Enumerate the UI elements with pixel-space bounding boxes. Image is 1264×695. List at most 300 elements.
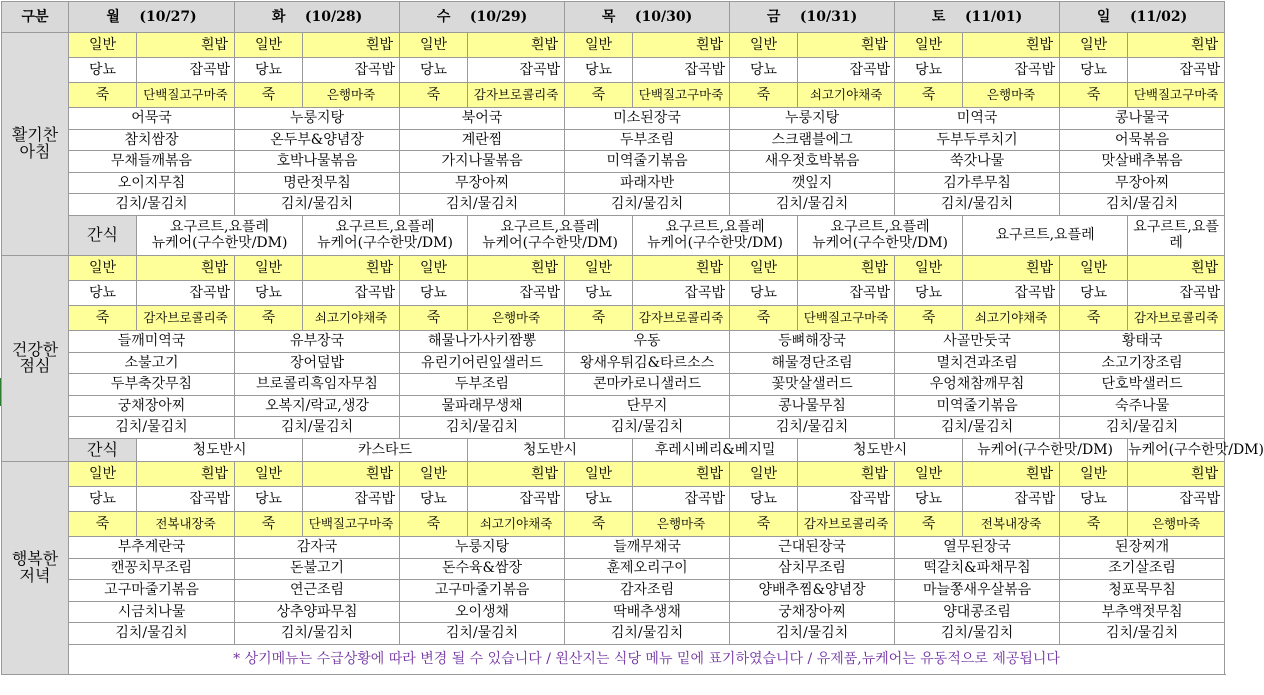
- label-rice: 흰밥: [137, 33, 235, 58]
- label-normal: 일반: [69, 461, 137, 486]
- label-rice: 흰밥: [137, 461, 235, 486]
- snack-item: 뉴케어(구수한맛/DM): [1128, 438, 1225, 461]
- menu-item: 김치/물김치: [69, 194, 235, 216]
- menu-item: 궁채장아찌: [69, 395, 235, 417]
- menu-item: 참치쌈장: [69, 129, 235, 151]
- menu-item: 어묵국: [69, 108, 235, 130]
- snack-item: 요구르트,요플레: [995, 227, 1095, 244]
- snack-item: 뉴케어(구수한맛/DM): [151, 235, 288, 252]
- table-row: [2, 33, 1225, 58]
- menu-item: 꽃맛살샐러드: [730, 374, 895, 396]
- porridge-name: 단백질고구마죽: [633, 83, 730, 108]
- menu-item: 근대된장국: [730, 536, 895, 558]
- header-label: 구분: [2, 2, 69, 33]
- label-porridge: 죽: [235, 511, 303, 536]
- label-porridge: 죽: [1060, 511, 1128, 536]
- table-row: [2, 305, 1225, 330]
- menu-item: 들깨무채국: [565, 536, 730, 558]
- menu-item: 청포묵무침: [1060, 580, 1225, 602]
- label-grain: 잡곡밥: [303, 486, 400, 511]
- label-rice: 흰밥: [798, 33, 895, 58]
- menu-item: 무장아찌: [1060, 172, 1225, 194]
- menu-item: 해물경단조림: [730, 352, 895, 374]
- porridge-name: 단백질고구마죽: [303, 511, 400, 536]
- section-label: 활기찬 아침: [2, 33, 69, 256]
- menu-item: 김치/물김치: [69, 623, 235, 645]
- label-grain: 잡곡밥: [798, 486, 895, 511]
- snack-cell: [137, 215, 303, 255]
- menu-item: 파래자반: [565, 172, 730, 194]
- menu-item: 사골만둣국: [895, 330, 1060, 352]
- label-grain: 잡곡밥: [633, 58, 730, 83]
- menu-item: 들깨미역국: [69, 330, 235, 352]
- day-header: [730, 2, 895, 33]
- label-porridge: 죽: [235, 305, 303, 330]
- porridge-name: 은행마죽: [963, 83, 1060, 108]
- day-name: 목: [601, 8, 616, 25]
- label-normal: 일반: [730, 461, 798, 486]
- menu-item: 김치/물김치: [1060, 623, 1225, 645]
- label-grain: 잡곡밥: [468, 486, 565, 511]
- label-grain: 잡곡밥: [468, 58, 565, 83]
- menu-item: 김치/물김치: [565, 194, 730, 216]
- menu-item: 깻잎지: [730, 172, 895, 194]
- menu-item: 북어국: [400, 108, 565, 130]
- menu-item: 고구마줄기볶음: [400, 580, 565, 602]
- label-grain: 잡곡밥: [963, 58, 1060, 83]
- menu-item: 김치/물김치: [69, 417, 235, 439]
- snack-item: 청도반시: [468, 438, 633, 461]
- menu-item: 감자국: [235, 536, 400, 558]
- menu-item: 김치/물김치: [730, 194, 895, 216]
- day-name: 토: [931, 8, 946, 25]
- menu-item: 고구마줄기볶음: [69, 580, 235, 602]
- label-normal: 일반: [1060, 33, 1128, 58]
- label-porridge: 죽: [235, 83, 303, 108]
- label-normal: 일반: [235, 33, 303, 58]
- label-porridge: 죽: [895, 511, 963, 536]
- menu-item: 김치/물김치: [730, 417, 895, 439]
- menu-item: 스크램블에그: [730, 129, 895, 151]
- label-diabetic: 당뇨: [69, 58, 137, 83]
- menu-item: 김치/물김치: [1060, 417, 1225, 439]
- menu-item: 누룽지탕: [400, 536, 565, 558]
- label-porridge: 죽: [730, 305, 798, 330]
- menu-item: 김치/물김치: [1060, 194, 1225, 216]
- weekly-menu-table: [1, 1, 1264, 675]
- menu-item: 연근조림: [235, 580, 400, 602]
- menu-item: 어묵볶음: [1060, 129, 1225, 151]
- menu-item: 양배추찜&양념장: [730, 580, 895, 602]
- day-name: 금: [766, 8, 781, 25]
- menu-item: 단무지: [565, 395, 730, 417]
- menu-item: 온두부&양념장: [235, 129, 400, 151]
- table-row: [2, 352, 1225, 374]
- snack-cell: [633, 215, 798, 255]
- table-row: [2, 129, 1225, 151]
- table-row: [2, 486, 1225, 511]
- label-rice: 흰밥: [633, 33, 730, 58]
- porridge-name: 단백질고구마죽: [137, 83, 235, 108]
- menu-item: 조기살조림: [1060, 558, 1225, 580]
- menu-item: 숙주나물: [1060, 395, 1225, 417]
- table-row: [2, 58, 1225, 83]
- label-diabetic: 당뇨: [730, 58, 798, 83]
- day-name: 월: [106, 8, 120, 25]
- label-normal: 일반: [565, 461, 633, 486]
- label-diabetic: 당뇨: [69, 486, 137, 511]
- menu-item: 황태국: [1060, 330, 1225, 352]
- menu-item: 김치/물김치: [400, 194, 565, 216]
- label-normal: 일반: [1060, 461, 1128, 486]
- menu-item: 두부축갓무침: [69, 374, 235, 396]
- porridge-name: 단백질고구마죽: [798, 305, 895, 330]
- label-normal: 일반: [69, 255, 137, 280]
- label-diabetic: 당뇨: [1060, 58, 1128, 83]
- snack-item: 요구르트,요플레: [500, 219, 600, 236]
- day-header: [565, 2, 730, 33]
- menu-item: 멸치견과조림: [895, 352, 1060, 374]
- label-normal: 일반: [400, 33, 468, 58]
- porridge-name: 쇠고기야채죽: [798, 83, 895, 108]
- menu-item: 누룽지탕: [235, 108, 400, 130]
- footer-note: * 상기메뉴는 수급상황에 따라 변경 될 수 있습니다 / 원산지는 식당 메뉴 밑에 표기하였습니다 / 유제품,뉴케어는 유동적으로 제공됩니다: [69, 644, 1225, 674]
- porridge-name: 은행마죽: [303, 83, 400, 108]
- label-normal: 일반: [895, 255, 963, 280]
- porridge-name: 전복내장죽: [137, 511, 235, 536]
- section-label-snack: 간식: [69, 215, 137, 255]
- table-row: [2, 255, 1225, 280]
- menu-item: 돈수육&쌈장: [400, 558, 565, 580]
- menu-item: 누룽지탕: [730, 108, 895, 130]
- label-grain: 잡곡밥: [633, 486, 730, 511]
- table-row: [2, 417, 1225, 439]
- table-row: [2, 511, 1225, 536]
- label-grain: 잡곡밥: [1128, 280, 1225, 305]
- table-row: [2, 330, 1225, 352]
- label-diabetic: 당뇨: [235, 58, 303, 83]
- table-row: [2, 280, 1225, 305]
- label-normal: 일반: [730, 33, 798, 58]
- label-porridge: 죽: [400, 511, 468, 536]
- menu-item: 궁채장아찌: [730, 601, 895, 623]
- snack-item: 요구르트,요플레: [1133, 219, 1219, 252]
- label-grain: 잡곡밥: [963, 280, 1060, 305]
- label-normal: 일반: [1060, 255, 1128, 280]
- snack-item: 뉴케어(구수한맛/DM): [317, 235, 453, 252]
- label-rice: 흰밥: [303, 33, 400, 58]
- menu-item: 등뼈해장국: [730, 330, 895, 352]
- porridge-name: 단백질고구마죽: [1128, 83, 1225, 108]
- menu-item: 장어덮밥: [235, 352, 400, 374]
- label-diabetic: 당뇨: [1060, 486, 1128, 511]
- label-porridge: 죽: [565, 83, 633, 108]
- menu-item: 미역줄기볶음: [565, 151, 730, 173]
- label-normal: 일반: [69, 33, 137, 58]
- menu-item: 무장아찌: [400, 172, 565, 194]
- menu-item: 우엉채참깨무침: [895, 374, 1060, 396]
- label-grain: 잡곡밥: [798, 280, 895, 305]
- snack-item: 후레시베리&베지밀: [633, 438, 798, 461]
- label-diabetic: 당뇨: [730, 280, 798, 305]
- menu-item: 김가루무침: [895, 172, 1060, 194]
- table-row: [2, 194, 1225, 216]
- menu-item: 훈제오리구이: [565, 558, 730, 580]
- menu-item: 삼치무조림: [730, 558, 895, 580]
- table-row: [2, 151, 1225, 173]
- menu-item: 부추액젓무침: [1060, 601, 1225, 623]
- label-porridge: 죽: [69, 83, 137, 108]
- menu-item: 해물나가사키짬뽕: [400, 330, 565, 352]
- day-header: [69, 2, 235, 33]
- menu-item: 딱배추생채: [565, 601, 730, 623]
- label-diabetic: 당뇨: [400, 486, 468, 511]
- menu-item: 명란젓무침: [235, 172, 400, 194]
- section-label-snack: 간식: [69, 438, 137, 461]
- label-diabetic: 당뇨: [235, 280, 303, 305]
- table-row: [2, 215, 1225, 255]
- porridge-name: 전복내장죽: [963, 511, 1060, 536]
- label-diabetic: 당뇨: [235, 486, 303, 511]
- label-grain: 잡곡밥: [137, 280, 235, 305]
- snack-item: 요구르트,요플레: [830, 219, 930, 236]
- section-label: 건강한 점심: [2, 255, 69, 461]
- label-grain: 잡곡밥: [137, 58, 235, 83]
- menu-item: 김치/물김치: [235, 194, 400, 216]
- menu-item: 가지나물볶음: [400, 151, 565, 173]
- table-row: [2, 644, 1225, 674]
- label-rice: 흰밥: [468, 255, 565, 280]
- label-porridge: 죽: [730, 511, 798, 536]
- label-rice: 흰밥: [1128, 461, 1225, 486]
- label-rice: 흰밥: [1128, 255, 1225, 280]
- day-name: 화: [271, 8, 286, 25]
- label-porridge: 죽: [730, 83, 798, 108]
- day-name: 일: [1096, 8, 1111, 25]
- label-porridge: 죽: [400, 83, 468, 108]
- label-diabetic: 당뇨: [565, 280, 633, 305]
- menu-item: 양대콩조림: [895, 601, 1060, 623]
- table-row: [2, 108, 1225, 130]
- menu-item: 열무된장국: [895, 536, 1060, 558]
- menu-item: 유부장국: [235, 330, 400, 352]
- menu-item: 소불고기: [69, 352, 235, 374]
- table-row: [2, 2, 1225, 33]
- snack-cell: [798, 215, 963, 255]
- table-row: [2, 623, 1225, 645]
- menu-item: 단호박샐러드: [1060, 374, 1225, 396]
- label-diabetic: 당뇨: [895, 280, 963, 305]
- menu-item: 김치/물김치: [895, 417, 1060, 439]
- label-diabetic: 당뇨: [69, 280, 137, 305]
- snack-cell: [468, 215, 633, 255]
- menu-item: 두부조림: [565, 129, 730, 151]
- porridge-name: 쇠고기야채죽: [963, 305, 1060, 330]
- label-normal: 일반: [565, 33, 633, 58]
- label-normal: 일반: [565, 255, 633, 280]
- label-grain: 잡곡밥: [137, 486, 235, 511]
- label-porridge: 죽: [895, 83, 963, 108]
- label-rice: 흰밥: [1128, 33, 1225, 58]
- table-row: [2, 536, 1225, 558]
- label-rice: 흰밥: [468, 461, 565, 486]
- day-date: (10/31): [799, 8, 858, 25]
- menu-item: 두부조림: [400, 374, 565, 396]
- menu-item: 돈불고기: [235, 558, 400, 580]
- label-rice: 흰밥: [137, 255, 235, 280]
- label-porridge: 죽: [400, 305, 468, 330]
- porridge-name: 감자브로콜리죽: [798, 511, 895, 536]
- table-row: [2, 374, 1225, 396]
- label-normal: 일반: [400, 255, 468, 280]
- menu-item: 물파래무생채: [400, 395, 565, 417]
- menu-item: 맛살배추볶음: [1060, 151, 1225, 173]
- snack-item: 요구르트,요플레: [335, 219, 435, 236]
- menu-item: 콩나물국: [1060, 108, 1225, 130]
- menu-item: 김치/물김치: [235, 417, 400, 439]
- table-row: [2, 580, 1225, 602]
- menu-item: 마늘쫑새우살볶음: [895, 580, 1060, 602]
- menu-item: 김치/물김치: [400, 417, 565, 439]
- label-normal: 일반: [895, 33, 963, 58]
- day-header: [895, 2, 1060, 33]
- label-normal: 일반: [235, 461, 303, 486]
- menu-item: 시금치나물: [69, 601, 235, 623]
- snack-item: 청도반시: [798, 438, 963, 461]
- label-diabetic: 당뇨: [1060, 280, 1128, 305]
- menu-item: 캔꽁치무조림: [69, 558, 235, 580]
- menu-item: 콩나물무침: [730, 395, 895, 417]
- label-rice: 흰밥: [303, 255, 400, 280]
- label-grain: 잡곡밥: [633, 280, 730, 305]
- snack-item: 뉴케어(구수한맛/DM): [812, 235, 948, 252]
- day-name: 수: [436, 8, 451, 25]
- menu-item: 콘마카로니샐러드: [565, 374, 730, 396]
- label-grain: 잡곡밥: [303, 280, 400, 305]
- menu-item: 김치/물김치: [565, 417, 730, 439]
- day-date: (10/29): [469, 8, 528, 25]
- snack-item: 청도반시: [137, 438, 303, 461]
- porridge-name: 쇠고기야채죽: [468, 511, 565, 536]
- snack-item: 뉴케어(구수한맛/DM): [482, 235, 618, 252]
- label-grain: 잡곡밥: [1128, 58, 1225, 83]
- menu-item: 김치/물김치: [895, 623, 1060, 645]
- snack-item: 요구르트,요플레: [169, 219, 270, 236]
- label-porridge: 죽: [1060, 305, 1128, 330]
- porridge-name: 쇠고기야채죽: [303, 305, 400, 330]
- label-rice: 흰밥: [798, 461, 895, 486]
- label-grain: 잡곡밥: [468, 280, 565, 305]
- menu-item: 호박나물볶음: [235, 151, 400, 173]
- label-diabetic: 당뇨: [730, 486, 798, 511]
- snack-cell: [1128, 215, 1225, 255]
- label-porridge: 죽: [565, 511, 633, 536]
- label-diabetic: 당뇨: [400, 58, 468, 83]
- menu-item: 김치/물김치: [895, 194, 1060, 216]
- label-grain: 잡곡밥: [798, 58, 895, 83]
- label-rice: 흰밥: [963, 33, 1060, 58]
- label-normal: 일반: [235, 255, 303, 280]
- table-row: [2, 438, 1225, 461]
- menu-item: 김치/물김치: [730, 623, 895, 645]
- menu-item: 김치/물김치: [565, 623, 730, 645]
- porridge-name: 감자브로콜리죽: [468, 83, 565, 108]
- label-porridge: 죽: [1060, 83, 1128, 108]
- label-normal: 일반: [400, 461, 468, 486]
- day-header: [235, 2, 400, 33]
- menu-item: 김치/물김치: [235, 623, 400, 645]
- label-rice: 흰밥: [963, 461, 1060, 486]
- section-label: 행복한 저녁: [2, 461, 69, 674]
- menu-item: 무채들깨볶음: [69, 151, 235, 173]
- snack-item: 뉴케어(구수한맛/DM): [647, 235, 783, 252]
- snack-item: 요구르트,요플레: [665, 219, 765, 236]
- label-normal: 일반: [730, 255, 798, 280]
- label-porridge: 죽: [69, 511, 137, 536]
- menu-item: 미소된장국: [565, 108, 730, 130]
- menu-item: 우동: [565, 330, 730, 352]
- label-rice: 흰밥: [963, 255, 1060, 280]
- label-rice: 흰밥: [468, 33, 565, 58]
- menu-item: 새우젓호박볶음: [730, 151, 895, 173]
- menu-item: 오이지무침: [69, 172, 235, 194]
- day-date: (10/28): [304, 8, 363, 25]
- day-date: (11/02): [1129, 8, 1188, 25]
- menu-item: 된장찌개: [1060, 536, 1225, 558]
- table-row: [2, 172, 1225, 194]
- day-date: (10/27): [139, 8, 197, 25]
- menu-item: 미역줄기볶음: [895, 395, 1060, 417]
- label-rice: 흰밥: [633, 461, 730, 486]
- label-porridge: 죽: [69, 305, 137, 330]
- snack-item: 카스타드: [303, 438, 468, 461]
- label-grain: 잡곡밥: [1128, 486, 1225, 511]
- table-row: [2, 601, 1225, 623]
- menu-item: 왕새우튀김&타르소스: [565, 352, 730, 374]
- label-grain: 잡곡밥: [963, 486, 1060, 511]
- table-row: [2, 461, 1225, 486]
- menu-item: 쑥갓나물: [895, 151, 1060, 173]
- porridge-name: 은행마죽: [1128, 511, 1225, 536]
- menu-item: 브로콜리흑임자무침: [235, 374, 400, 396]
- day-header: [1060, 2, 1225, 33]
- menu-item: 오복지/락교,생강: [235, 395, 400, 417]
- label-diabetic: 당뇨: [400, 280, 468, 305]
- porridge-name: 감자브로콜리죽: [633, 305, 730, 330]
- porridge-name: 감자브로콜리죽: [1128, 305, 1225, 330]
- label-grain: 잡곡밥: [303, 58, 400, 83]
- menu-item: 감자조림: [565, 580, 730, 602]
- label-porridge: 죽: [895, 305, 963, 330]
- label-diabetic: 당뇨: [895, 58, 963, 83]
- label-normal: 일반: [895, 461, 963, 486]
- day-date: (11/01): [964, 8, 1023, 25]
- day-date: (10/30): [634, 8, 693, 25]
- menu-item: 계란찜: [400, 129, 565, 151]
- table-row: [2, 395, 1225, 417]
- label-diabetic: 당뇨: [565, 486, 633, 511]
- label-rice: 흰밥: [633, 255, 730, 280]
- porridge-name: 은행마죽: [468, 305, 565, 330]
- porridge-name: 은행마죽: [633, 511, 730, 536]
- menu-item: 오이생채: [400, 601, 565, 623]
- porridge-name: 감자브로콜리죽: [137, 305, 235, 330]
- table-row: [2, 558, 1225, 580]
- label-rice: 흰밥: [303, 461, 400, 486]
- snack-cell: [303, 215, 468, 255]
- menu-item: 김치/물김치: [400, 623, 565, 645]
- menu-item: 부추계란국: [69, 536, 235, 558]
